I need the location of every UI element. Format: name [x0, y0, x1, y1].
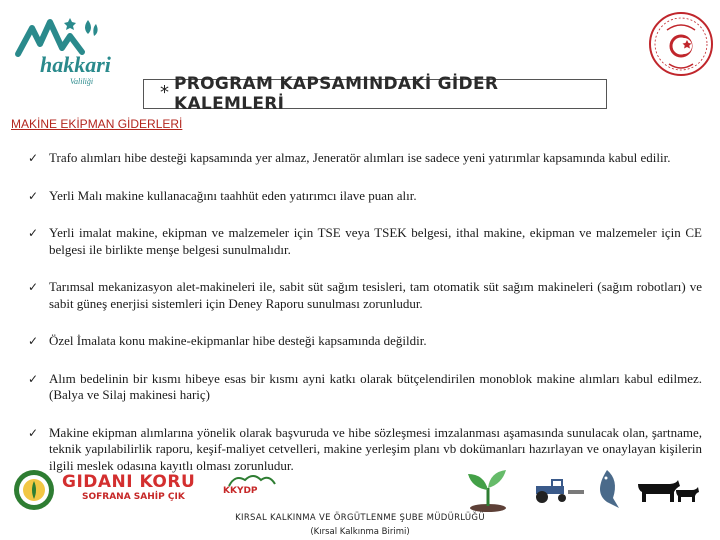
svg-text:hakkari: hakkari	[40, 52, 111, 77]
list-item	[28, 333, 702, 350]
ministry-seal-logo	[645, 6, 717, 84]
svg-text:Valiliği: Valiliği	[70, 77, 94, 86]
section-heading: MAKİNE EKİPMAN GİDERLERİ	[11, 117, 183, 131]
gidani-koru-subtitle: SOFRANA SAHİP ÇIK	[82, 492, 185, 502]
list-item	[28, 188, 702, 205]
checkmark-icon: ✓	[28, 226, 39, 240]
bullet-text: Özel İmalata konu makine-ekipmanlar hibe desteği kapsamında değildir.	[49, 333, 427, 348]
bullet-text: Trafo alımları hibe desteği kapsamında yer almaz, Jeneratör alımları ise sadece yeni yatırımlar kapsamında kabul edilir.	[49, 150, 671, 165]
sprout-icon	[462, 466, 514, 512]
checkmark-icon: ✓	[28, 188, 39, 203]
checkmark-icon: ✓	[28, 425, 39, 440]
bullet-list	[28, 150, 702, 495]
bullet-text: Alım bedelinin bir kısmı hibeye esas bir kısmı ayni katkı olarak bütçelendirilen monoblok makine alımları kabul edilmez. (Balya ve Silaj makinesi hariç)	[49, 370, 702, 402]
list-item	[28, 279, 702, 312]
kkydp-logo	[223, 474, 281, 508]
kkydp-label: KKYDP	[223, 486, 258, 496]
gidani-koru-logo	[62, 472, 212, 510]
footer-logos	[0, 466, 720, 514]
checkmark-icon: ✓	[28, 280, 39, 294]
bullet-text: Yerli imalat makine, ekipman ve malzemeler için TSE veya TSEK belgesi, ithal makine, ekipman ve malzemeler için CE belgesi ile birlikte menşe belgesi sunulmalıdır.	[49, 225, 702, 257]
organization-seal-logo	[12, 468, 56, 512]
fish-icon	[592, 468, 622, 510]
checkmark-icon: ✓	[28, 334, 39, 348]
list-item	[28, 150, 702, 167]
bullet-text: Makine ekipman alımlarına yönelik olarak başvuruda ve hibe sözleşmesi imzalanması aşamasında sunulacak olan, şartname, teknik yapılabilirlik raporu, keşif-maliyet cetvelleri, makine yerleşim planı vb dokümanları hazırlayan ve onaylayan kişilerin ilgili meslek odasına kayıtlı olması zorunludur.	[49, 424, 702, 473]
hakkari-valiligi-logo	[10, 14, 128, 86]
list-item	[28, 371, 702, 404]
tractor-icon	[530, 478, 586, 504]
checkmark-icon: ✓	[28, 151, 39, 165]
calf-icon	[674, 484, 700, 502]
title-box	[143, 74, 607, 114]
bullet-text: Yerli Malı makine kullanacağını taahhüt eden yatırımcı ilave puan alır.	[49, 187, 417, 203]
footer-unit: (Kırsal Kalkınma Birimi)	[310, 527, 410, 537]
list-item	[28, 225, 702, 258]
gidani-koru-title: GIDANI KORU	[62, 472, 196, 492]
bullet-text: Tarımsal mekanizasyon alet-makineleri ile, sabit süt sağım tesisleri, tam otomatik süt sağım makineleri (sağım robotları) ve sabit güneş enerjisi sistemleri için Deney Raporu sunulması zorunludur.	[49, 279, 702, 311]
checkmark-icon: ✓	[28, 371, 39, 386]
page-title: PROGRAM KAPSAMINDAKİ GİDER KALEMLERİ	[174, 74, 499, 114]
title-marker: *	[160, 82, 169, 103]
footer-department: KIRSAL KALKINMA VE ÖRGÜTLENME ŞUBE MÜDÜRLÜĞÜ	[235, 513, 485, 523]
